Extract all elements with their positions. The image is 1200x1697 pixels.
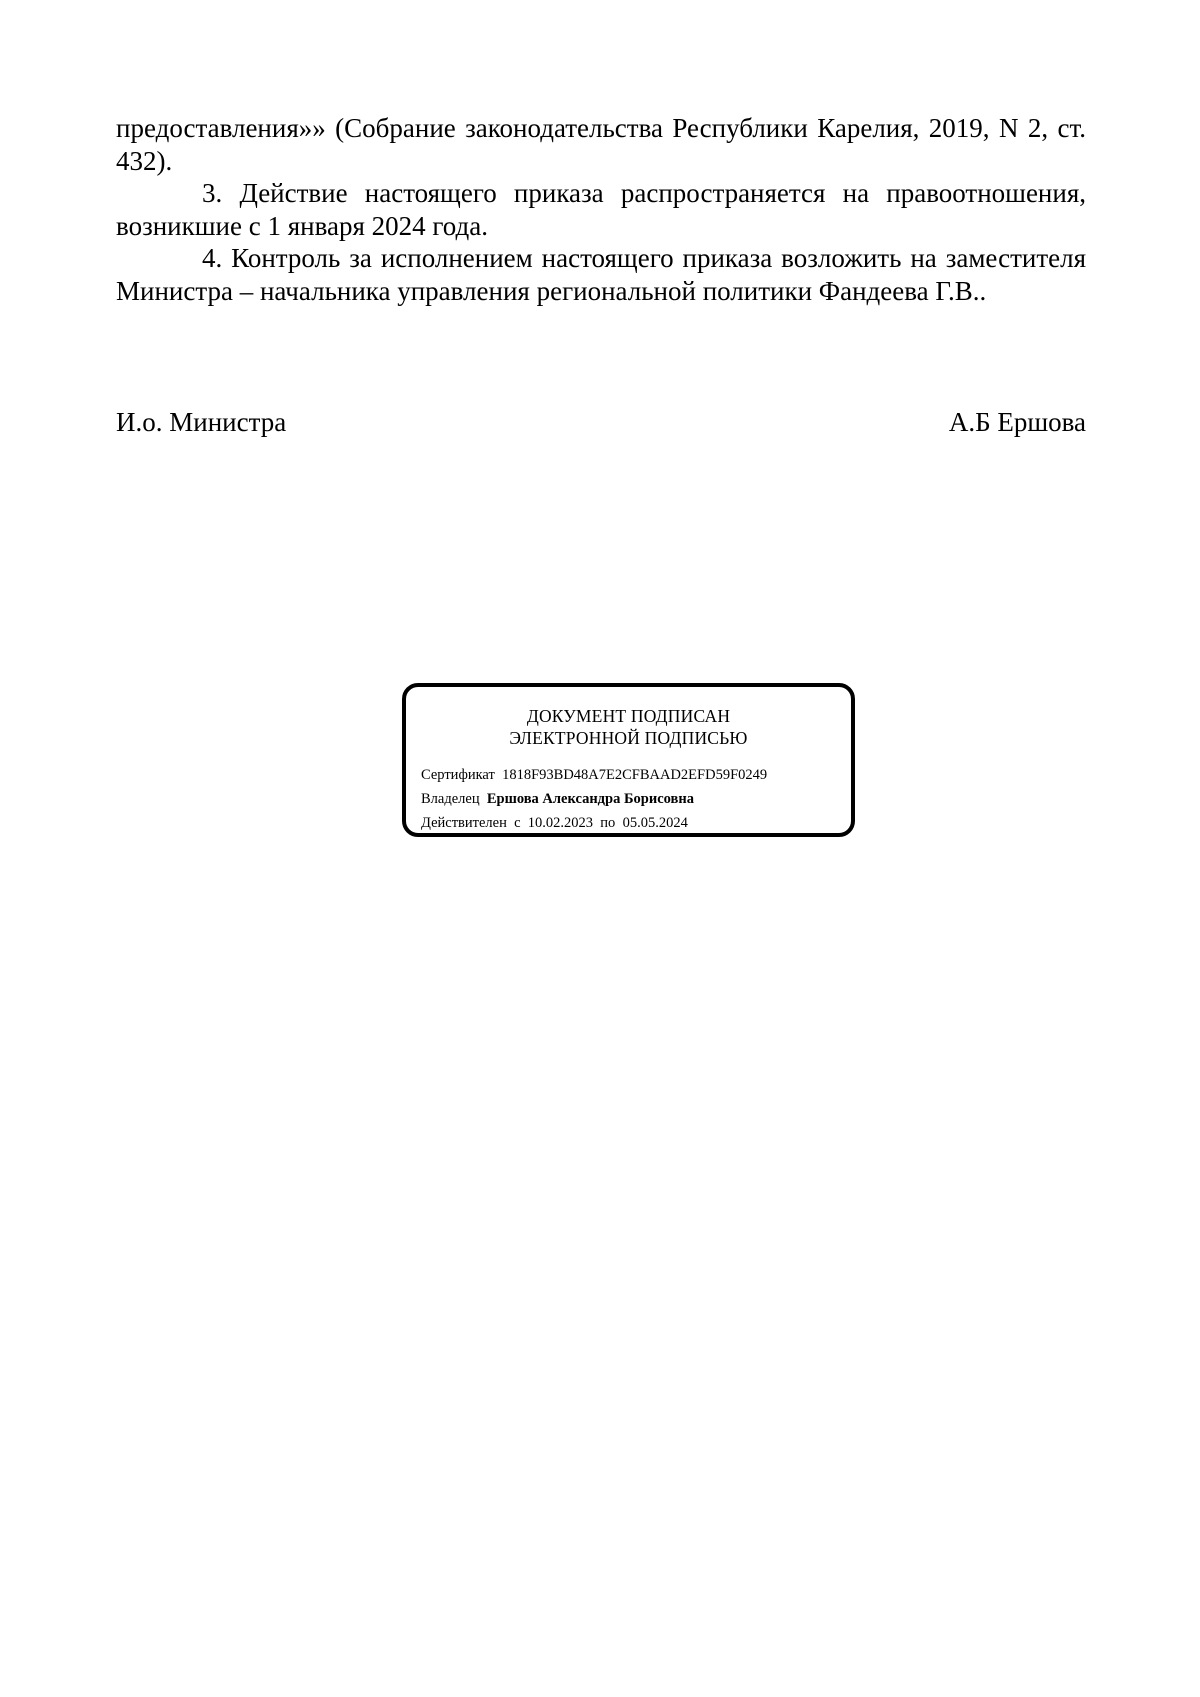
owner-value: Ершова Александра Борисовна (486, 791, 694, 807)
electronic-signature-stamp (402, 683, 855, 837)
certificate-value: 1818F93BD48A7E2CFBAAD2EFD59F0249 (502, 767, 768, 783)
stamp-title-line-1: ДОКУМЕНТ ПОДПИСАН (526, 706, 731, 726)
paragraph-effective-date: 3. Действие настоящего приказа распространяется на правоотношения, возникшие с 1 января 2024 года. (116, 178, 1086, 241)
certificate-row (421, 763, 767, 787)
paragraph-control: 4. Контроль за исполнением настоящего приказа возложить на заместителя Министра – начальника управления региональной политики Фандеева Г.В.. (116, 243, 1086, 306)
stamp-title (406, 705, 851, 749)
owner-row (421, 787, 767, 811)
owner-label: Владелец (421, 791, 480, 807)
validity-row (421, 811, 767, 835)
valid-to-date: 05.05.2024 (622, 815, 688, 831)
valid-to-label: по (600, 815, 616, 831)
certificate-label: Сертификат (421, 767, 495, 783)
stamp-title-line-2: ЭЛЕКТРОННОЙ ПОДПИСЬЮ (509, 728, 748, 748)
document-body (116, 112, 1086, 307)
signatory-name: А.Б Ершова (948, 407, 1086, 437)
signatory-position: И.о. Министра (116, 407, 287, 437)
signature-block (116, 406, 1086, 438)
valid-from-date: 10.02.2023 (527, 815, 594, 831)
paragraph-citation: предоставления»» (Собрание законодательства Республики Карелия, 2019, N 2, ст. 432). (116, 113, 1086, 176)
stamp-details (421, 763, 767, 835)
valid-from-label: с (514, 815, 521, 831)
valid-label: Действителен (421, 815, 507, 831)
